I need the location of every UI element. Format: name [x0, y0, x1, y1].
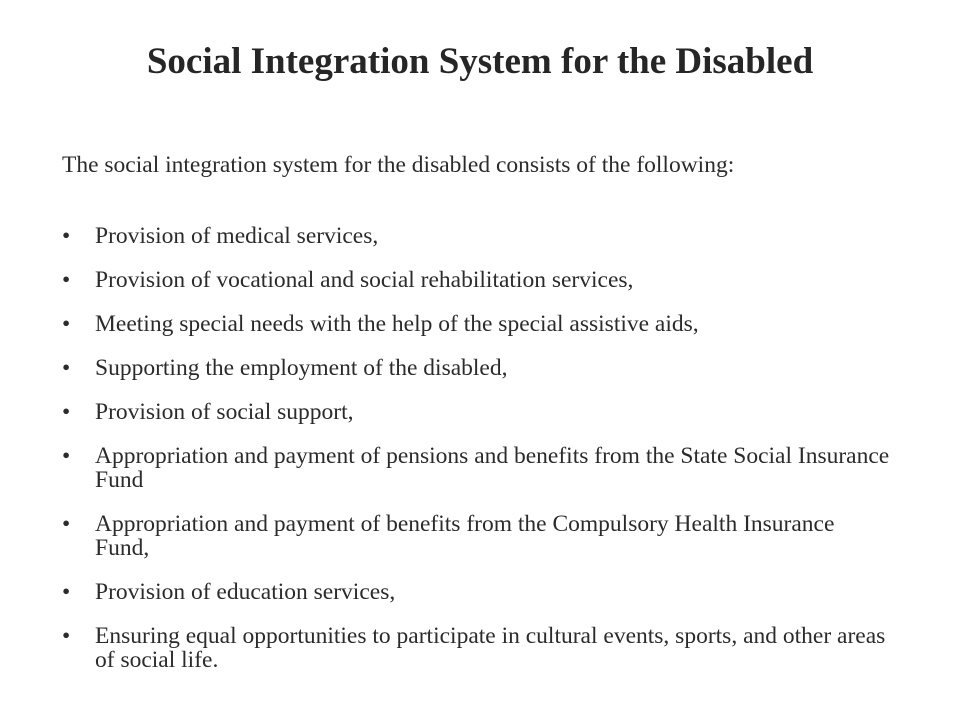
list-item: [62, 312, 892, 336]
bullet-text: Supporting the employment of the disabled,: [95, 355, 508, 381]
bullet-text: Provision of medical services,: [95, 223, 379, 249]
bullet-icon: •: [62, 311, 71, 337]
list-item: [62, 624, 892, 672]
list-item: [62, 444, 892, 492]
bullet-icon: •: [62, 399, 71, 425]
bullet-text: Provision of vocational and social rehabilitation services,: [95, 267, 634, 293]
list-item: [62, 224, 892, 248]
list-item: [62, 580, 892, 604]
bullet-text: Provision of social support,: [95, 399, 354, 425]
bullet-text: Meeting special needs with the help of the special assistive aids,: [95, 311, 699, 337]
bullet-icon: •: [62, 443, 71, 469]
intro-text: The social integration system for the disabled consists of the following:: [62, 152, 735, 178]
list-item: [62, 268, 892, 292]
list-item: [62, 356, 892, 380]
list-item: [62, 512, 892, 560]
slide-title: Social Integration System for the Disabled: [146, 41, 814, 82]
bullet-icon: •: [62, 511, 71, 537]
list-item: [62, 400, 892, 424]
bullet-icon: •: [62, 623, 71, 649]
bullet-text: Ensuring equal opportunities to participate in cultural events, sports, and other areas of social life.: [95, 623, 886, 673]
bullet-icon: •: [62, 267, 71, 293]
bullet-icon: •: [62, 355, 71, 381]
bullet-text: Provision of education services,: [95, 579, 396, 605]
bullet-icon: •: [62, 223, 71, 249]
bullet-icon: •: [62, 579, 71, 605]
bullet-text: Appropriation and payment of pensions and benefits from the State Social Insurance Fund: [95, 443, 890, 493]
bullet-list: [62, 224, 892, 692]
bullet-text: Appropriation and payment of benefits from the Compulsory Health Insurance Fund,: [95, 511, 835, 561]
